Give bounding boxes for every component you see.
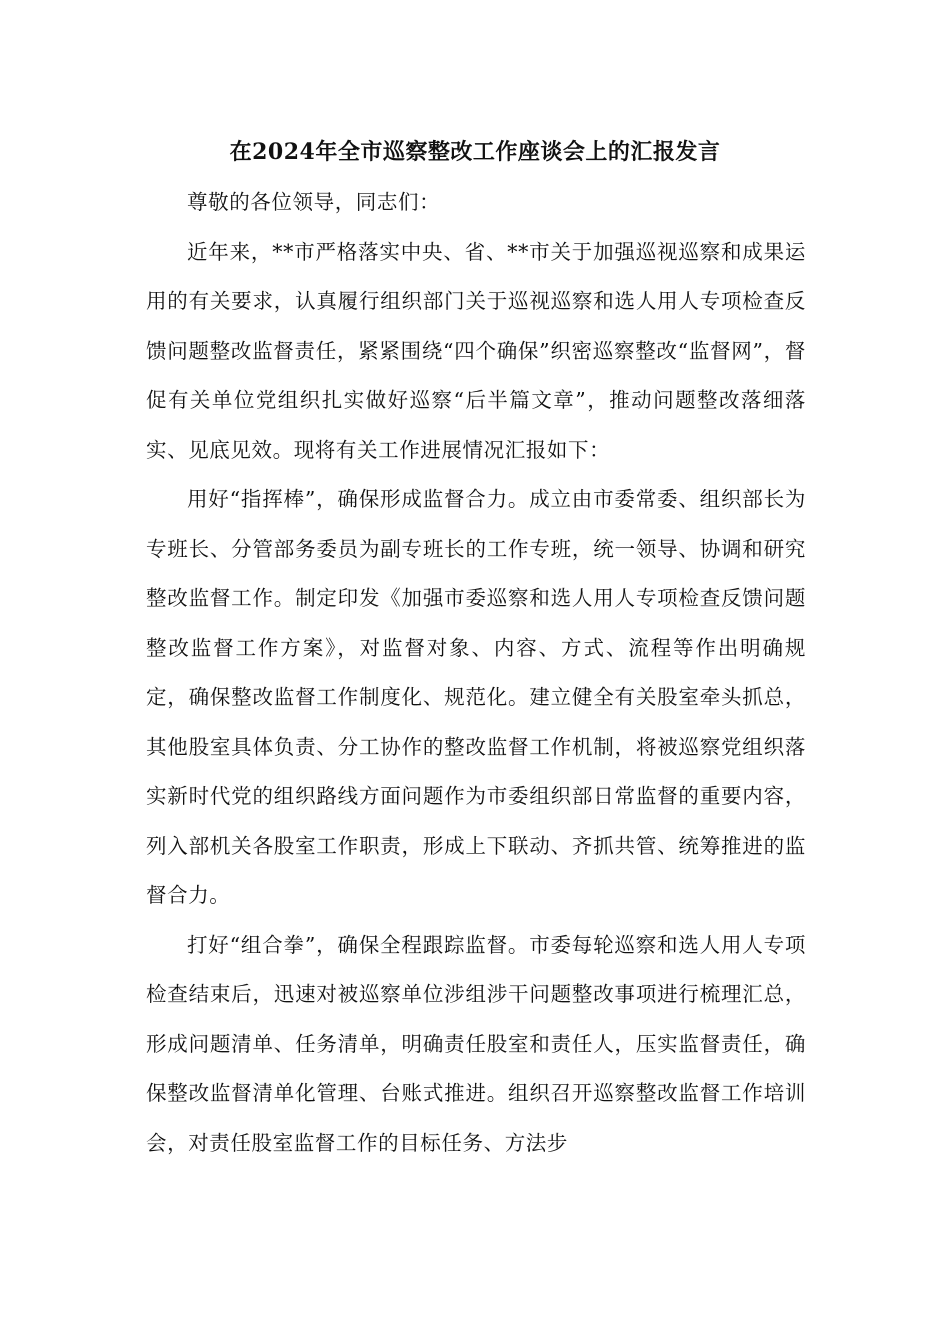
document-title: 在2024年全市巡察整改工作座谈会上的汇报发言	[229, 139, 721, 165]
document-body	[146, 178, 806, 1168]
paragraph-intro: 近年来，**市严格落实中央、省、**市关于加强巡视巡察和成果运用的有关要求，认真履行组织部门关于巡视巡察和选人用人专项检查反馈问题整改监督责任，紧紧围绕“四个确保”织密巡察整改“监督网”，督促有关单位党组织扎实做好巡察“后半篇文章”，推动问题整改落细落实、见底见效。现将有关工作进展情况汇报如下：	[146, 239, 806, 462]
paragraph-combination: 打好“组合拳”，确保全程跟踪监督。市委每轮巡察和选人用人专项检查结束后，迅速对被巡察单位涉组涉干问题整改事项进行梳理汇总，形成问题清单、任务清单，明确责任股室和责任人，压实监督责任，确保整改监督清单化管理、台账式推进。组织召开巡察整改监督工作培训会，对责任股室监督工作的目标任务、方法步	[146, 932, 806, 1155]
paragraph-command: 用好“指挥棒”，确保形成监督合力。成立由市委常委、组织部长为专班长、分管部务委员为副专班长的工作专班，统一领导、协调和研究整改监督工作。制定印发《加强市委巡察和选人用人专项检查反馈问题整改监督工作方案》，对监督对象、内容、方式、流程等作出明确规定，确保整改监督工作制度化、规范化。建立健全有关股室牵头抓总，其他股室具体负责、分工协作的整改监督工作机制，将被巡察党组织落实新时代党的组织路线方面问题作为市委组织部日常监督的重要内容，列入部机关各股室工作职责，形成上下联动、齐抓共管、统筹推进的监督合力。	[146, 487, 806, 907]
salutation: 尊敬的各位领导，同志们：	[187, 190, 441, 214]
